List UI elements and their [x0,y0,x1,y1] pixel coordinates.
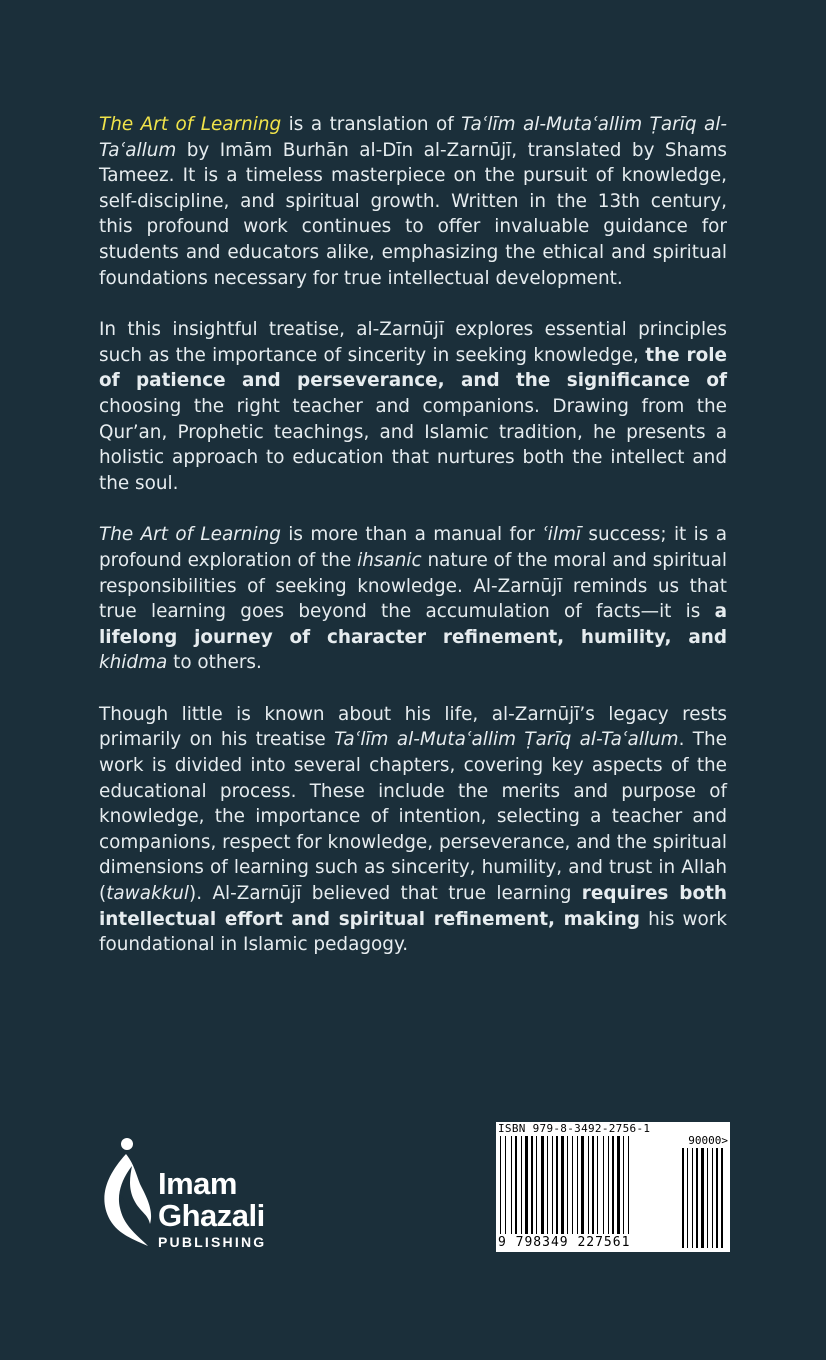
barcode-bar [521,1136,522,1234]
paragraph-1: The Art of Learning is a translation of Taʿlīm al-Mutaʿallim Ṭarīq al-Taʿallum by Imām Burhān al-Dīn al-Zarnūjī, translated by Shams Tameez. It is a timeless masterpiece on the pursuit of knowledge, self-discipline, and spiritual growth. Written in the 13th century, this profound work continues to offer invaluable guidance for students and educators alike, emphasizing the ethical and spiritual foundations necessary for true intellectual development. [99,114,727,289]
barcode-bars [496,1122,730,1252]
barcode-bar [567,1136,568,1234]
barcode-bar [547,1136,548,1234]
paragraph-4: Though little is known about his life, al-Zarnūjī’s legacy rests primarily on his treatise Taʿlīm al-Mutaʿallim Ṭarīq al-Taʿallum. The work is divided into several chapters, covering key aspects of the educational process. These include the merits and purpose of knowledge, the importance of intention, selecting a teacher and companions, respect for knowledge, perseverance, and the spiritual dimensions of learning such as sincerity, humility, and trust in Allah (tawakkul). Al-Zarnūjī believed that true learning requires both intellectual effort and spiritual refinement, making his work foundational in Islamic pedagogy. [99,703,728,956]
barcode-bar [500,1136,501,1234]
barcode-bar [511,1136,512,1234]
barcode-bar [612,1136,614,1234]
barcode-bar [556,1136,558,1234]
barcode-bar [531,1136,533,1234]
barcode-bar [597,1136,598,1234]
back-cover-description [99,112,727,984]
price-bar [721,1148,723,1248]
barcode-bar [577,1136,578,1234]
barcode-bar [552,1136,553,1234]
barcode-bar [592,1136,594,1234]
barcode-bar [525,1136,528,1234]
barcode-bar [541,1136,544,1234]
isbn-barcode [496,1122,730,1252]
price-bar [712,1148,713,1248]
barcode-bar [572,1136,573,1234]
barcode-bar [588,1136,589,1234]
paragraph-2: In this insightful treatise, al-Zarnūjī explores essential principles such as the importance of sincerity in seeking knowledge, the role of patience and perseverance, and the significance of choosing the right teacher and companions. Drawing from the Qur’an, Prophetic teachings, and Islamic tradition, he presents a holistic approach to education that nurtures both the intellect and the soul. [99,319,727,494]
barcode-bar [536,1136,537,1234]
barcode-bar [628,1136,629,1234]
barcode-bar [623,1136,624,1234]
price-bar [687,1148,688,1248]
barcode-bar [561,1136,564,1234]
barcode-bar [515,1136,517,1234]
barcode-bar [617,1136,620,1234]
isbn-label: ISBN 979-8-3492-2756-1 [498,1122,651,1135]
price-bar [701,1148,704,1248]
price-bar [692,1148,693,1248]
price-code: 90000> [688,1134,728,1147]
barcode-bar [505,1136,506,1234]
price-bar [696,1148,698,1248]
price-bar [716,1148,718,1248]
price-bar [682,1148,684,1248]
paragraph-3: The Art of Learning is more than a manual for ʿilmī success; it is a profound exploration of the ihsanic nature of the moral and spiritual responsibilities of seeking knowledge. Al-Zarnūjī reminds us that true learning goes beyond the accumulation of facts—it is a lifelong journey of character refinement, humility, and khidma to others. [99,524,727,674]
barcode-bar [603,1136,604,1234]
flame-person-icon [96,1136,156,1256]
publisher-logo [96,1136,296,1256]
publisher-name: Imam Ghazali PUBLISHING [158,1166,267,1250]
book-title: The Art of Learning [99,114,282,135]
barcode-bar [581,1136,584,1234]
barcode-bar [608,1136,609,1234]
barcode-number: 9 798349 227561 [498,1235,631,1250]
price-bar [707,1148,708,1248]
